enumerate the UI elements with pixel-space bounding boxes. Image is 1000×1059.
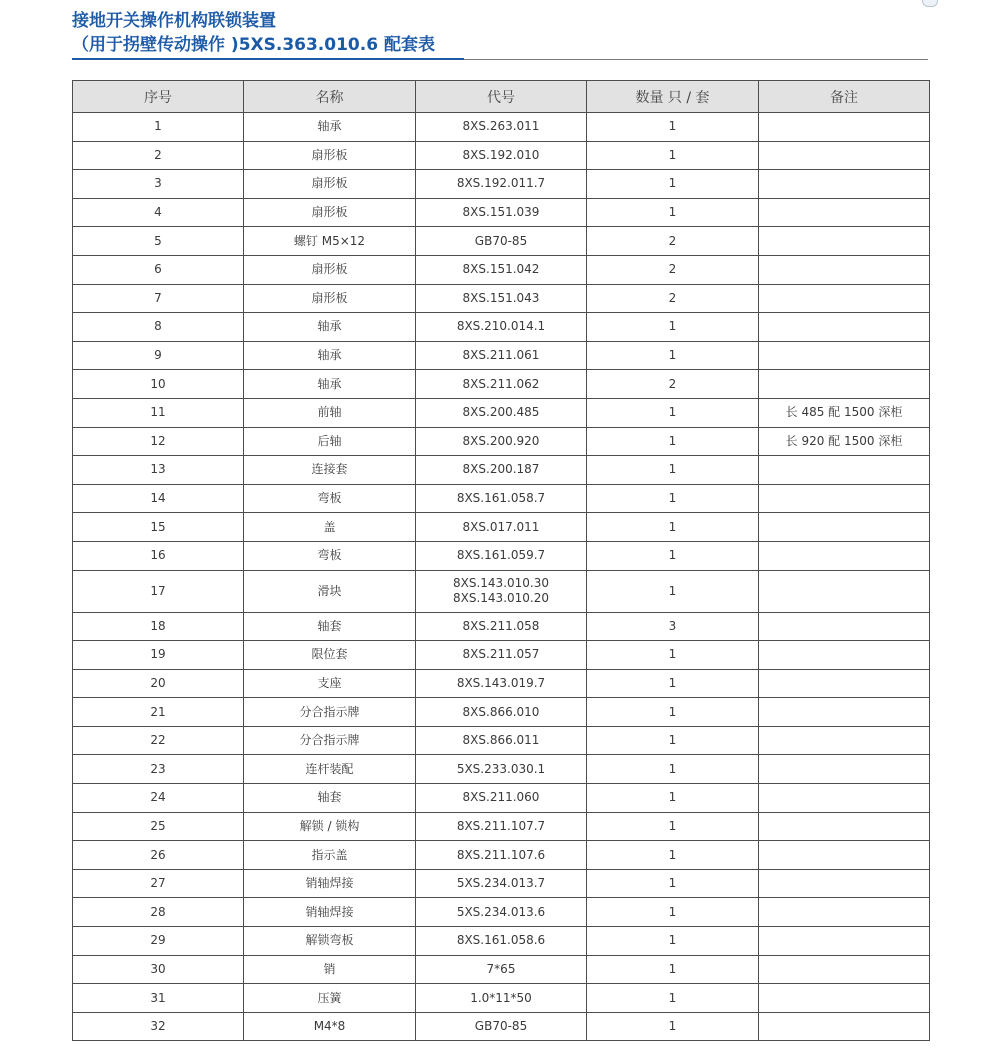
quantity-cell: 1 [587, 313, 759, 342]
table-row [73, 841, 930, 870]
part-name-cell: 扇形板 [244, 141, 416, 170]
table-row [73, 313, 930, 342]
remark-cell [759, 570, 930, 612]
part-code-cell [416, 484, 587, 513]
page-title: 接地开关操作机构联锁装置 [72, 11, 276, 31]
part-name-cell: 扇形板 [244, 170, 416, 199]
quantity-cell: 1 [587, 955, 759, 984]
quantity-cell: 1 [587, 427, 759, 456]
part-name-cell: 扇形板 [244, 198, 416, 227]
remark-cell [759, 812, 930, 841]
remark-cell [759, 984, 930, 1013]
quantity-cell: 1 [587, 641, 759, 670]
table-row [73, 170, 930, 199]
table-row [73, 398, 930, 427]
remark-cell [759, 1012, 930, 1041]
part-code-cell [416, 1012, 587, 1041]
row-number-cell: 10 [73, 370, 244, 399]
part-name-cell: 盖 [244, 513, 416, 542]
column-header-remark: 备注 [759, 81, 930, 113]
remark-cell [759, 612, 930, 641]
row-number-cell: 16 [73, 541, 244, 570]
quantity-cell: 1 [587, 1012, 759, 1041]
quantity-cell: 1 [587, 456, 759, 485]
part-name-cell: 连接套 [244, 456, 416, 485]
part-code: 7*65 [486, 961, 516, 976]
column-header-qty: 数量 只 / 套 [587, 81, 759, 113]
part-code: 8XS.143.019.7 [456, 675, 546, 690]
part-code: 8XS.143.010.30 [453, 576, 549, 590]
part-name-cell: 销 [244, 955, 416, 984]
row-number-cell: 2 [73, 141, 244, 170]
remark-cell [759, 927, 930, 956]
table-row [73, 955, 930, 984]
part-code: 8XS.211.057 [462, 647, 540, 662]
part-code: GB70-85 [474, 233, 528, 248]
quantity-cell: 1 [587, 113, 759, 142]
quantity-cell: 1 [587, 698, 759, 727]
part-code-cell [416, 198, 587, 227]
part-name-cell: 轴承 [244, 113, 416, 142]
part-code: 8XS.866.010 [462, 704, 540, 719]
part-name-cell: 支座 [244, 669, 416, 698]
part-code: 8XS.211.107.7 [456, 818, 546, 833]
row-number-cell: 11 [73, 398, 244, 427]
table-row [73, 427, 930, 456]
table-row [73, 141, 930, 170]
table-row [73, 255, 930, 284]
remark-cell [759, 341, 930, 370]
quantity-cell: 1 [587, 898, 759, 927]
part-name-cell: 后轴 [244, 427, 416, 456]
part-name-cell: 扇形板 [244, 255, 416, 284]
part-code: 8XS.151.039 [462, 205, 540, 220]
remark-cell [759, 955, 930, 984]
title-accent-bar [72, 58, 464, 60]
quantity-cell: 1 [587, 341, 759, 370]
row-number-cell: 31 [73, 984, 244, 1013]
row-number-cell: 26 [73, 841, 244, 870]
part-code-cell [416, 513, 587, 542]
part-code-cell [416, 284, 587, 313]
part-name-cell: 销轴焊接 [244, 869, 416, 898]
part-code-cell [416, 755, 587, 784]
part-code-cell [416, 641, 587, 670]
table-row [73, 869, 930, 898]
page-subtitle: （用于拐壁传动操作 )5XS.363.010.6 配套表 [72, 35, 435, 55]
remark-cell [759, 284, 930, 313]
table-row [73, 669, 930, 698]
table-row [73, 898, 930, 927]
row-number-cell: 3 [73, 170, 244, 199]
part-name-cell: 指示盖 [244, 841, 416, 870]
table-row [73, 1012, 930, 1041]
part-code-cell [416, 170, 587, 199]
part-name-cell: 轴套 [244, 612, 416, 641]
quantity-cell: 1 [587, 927, 759, 956]
quantity-cell: 1 [587, 484, 759, 513]
remark-cell [759, 898, 930, 927]
part-code-cell [416, 927, 587, 956]
remark-cell [759, 869, 930, 898]
part-code-cell [416, 141, 587, 170]
part-code-cell [416, 313, 587, 342]
remark-cell [759, 255, 930, 284]
quantity-cell: 2 [587, 255, 759, 284]
part-name-cell: 弯板 [244, 484, 416, 513]
part-code: 8XS.263.011 [462, 119, 540, 134]
remark-cell [759, 726, 930, 755]
table-row [73, 541, 930, 570]
quantity-cell: 1 [587, 669, 759, 698]
remark-cell: 长 485 配 1500 深柜 [759, 398, 930, 427]
part-code: 8XS.017.011 [462, 519, 540, 534]
quantity-cell: 1 [587, 784, 759, 813]
part-name-cell: 压簧 [244, 984, 416, 1013]
part-code: 5XS.233.030.1 [456, 761, 546, 776]
row-number-cell: 12 [73, 427, 244, 456]
remark-cell [759, 113, 930, 142]
row-number-cell: 25 [73, 812, 244, 841]
row-number-cell: 18 [73, 612, 244, 641]
part-code-cell [416, 726, 587, 755]
quantity-cell: 2 [587, 227, 759, 256]
row-number-cell: 23 [73, 755, 244, 784]
column-header-name: 名称 [244, 81, 416, 113]
quantity-cell: 1 [587, 841, 759, 870]
quantity-cell: 1 [587, 570, 759, 612]
part-name-cell: 扇形板 [244, 284, 416, 313]
quantity-cell: 1 [587, 398, 759, 427]
quantity-cell: 2 [587, 370, 759, 399]
remark-cell [759, 541, 930, 570]
row-number-cell: 28 [73, 898, 244, 927]
table-row [73, 284, 930, 313]
part-name-cell: 轴承 [244, 370, 416, 399]
part-code: 8XS.161.058.7 [456, 491, 546, 506]
part-name-cell: 轴承 [244, 341, 416, 370]
quantity-cell: 1 [587, 812, 759, 841]
remark-cell [759, 641, 930, 670]
part-code: 8XS.200.485 [462, 405, 540, 420]
part-code-cell [416, 427, 587, 456]
row-number-cell: 8 [73, 313, 244, 342]
part-code: 8XS.200.187 [462, 462, 540, 477]
document-header [72, 9, 928, 57]
row-number-cell: 30 [73, 955, 244, 984]
part-code-cell [416, 984, 587, 1013]
part-code-cell [416, 612, 587, 641]
row-number-cell: 15 [73, 513, 244, 542]
quantity-cell: 2 [587, 284, 759, 313]
part-code: 8XS.161.058.6 [456, 933, 546, 948]
row-number-cell: 5 [73, 227, 244, 256]
remark-cell [759, 841, 930, 870]
remark-cell [759, 513, 930, 542]
part-name-cell: 分合指示牌 [244, 698, 416, 727]
part-code-cell [416, 113, 587, 142]
part-code: 8XS.211.062 [462, 376, 540, 391]
remark-cell [759, 784, 930, 813]
part-code-cell [416, 898, 587, 927]
quantity-cell: 1 [587, 513, 759, 542]
part-code-cell [416, 456, 587, 485]
row-number-cell: 13 [73, 456, 244, 485]
part-code: 1.0*11*50 [470, 990, 532, 1005]
row-number-cell: 29 [73, 927, 244, 956]
row-number-cell: 7 [73, 284, 244, 313]
table-row [73, 456, 930, 485]
remark-cell [759, 170, 930, 199]
part-code-cell [416, 841, 587, 870]
remark-cell: 长 920 配 1500 深柜 [759, 427, 930, 456]
remark-cell [759, 484, 930, 513]
table-row [73, 984, 930, 1013]
remark-cell [759, 370, 930, 399]
row-number-cell: 20 [73, 669, 244, 698]
part-code: 8XS.161.059.7 [456, 548, 546, 563]
quantity-cell: 1 [587, 541, 759, 570]
row-number-cell: 19 [73, 641, 244, 670]
table-row [73, 484, 930, 513]
part-name-cell: 轴套 [244, 784, 416, 813]
table-row [73, 513, 930, 542]
table-row [73, 927, 930, 956]
row-number-cell: 9 [73, 341, 244, 370]
part-code: 8XS.211.107.6 [456, 847, 546, 862]
part-code: 8XS.211.058 [462, 618, 540, 633]
remark-cell [759, 227, 930, 256]
part-code-cell [416, 698, 587, 727]
row-number-cell: 22 [73, 726, 244, 755]
quantity-cell: 1 [587, 726, 759, 755]
column-header-code: 代号 [416, 81, 587, 113]
row-number-cell: 6 [73, 255, 244, 284]
table-row [73, 341, 930, 370]
quantity-cell: 1 [587, 755, 759, 784]
table-row [73, 784, 930, 813]
part-name-cell: 限位套 [244, 641, 416, 670]
row-number-cell: 17 [73, 570, 244, 612]
part-name-cell: 分合指示牌 [244, 726, 416, 755]
quantity-cell: 1 [587, 984, 759, 1013]
part-code-cell [416, 541, 587, 570]
part-code-cell [416, 669, 587, 698]
part-name-cell: 滑块 [244, 570, 416, 612]
part-name-cell: M4*8 [244, 1012, 416, 1041]
part-name-cell: 螺钉 M5×12 [244, 227, 416, 256]
row-number-cell: 14 [73, 484, 244, 513]
part-code: 8XS.210.014.1 [456, 319, 546, 334]
part-code: 8XS.200.920 [462, 433, 540, 448]
table-row [73, 726, 930, 755]
part-name-cell: 销轴焊接 [244, 898, 416, 927]
table-row [73, 612, 930, 641]
quantity-cell: 1 [587, 170, 759, 199]
quantity-cell: 1 [587, 141, 759, 170]
parts-table-header [73, 81, 930, 113]
row-number-cell: 21 [73, 698, 244, 727]
table-row [73, 698, 930, 727]
row-number-cell: 1 [73, 113, 244, 142]
part-code: 8XS.192.011.7 [456, 176, 546, 191]
part-code-cell [416, 398, 587, 427]
part-code: 8XS.192.010 [462, 147, 540, 162]
row-number-cell: 32 [73, 1012, 244, 1041]
table-row [73, 570, 930, 612]
column-header-no: 序号 [73, 81, 244, 113]
quantity-cell: 3 [587, 612, 759, 641]
parts-table-body [73, 113, 930, 1041]
part-code-cell [416, 370, 587, 399]
part-code: 8XS.151.042 [462, 262, 540, 277]
part-code: 8XS.143.010.20 [453, 591, 549, 605]
part-code: 5XS.234.013.6 [456, 904, 546, 919]
table-row [73, 227, 930, 256]
parts-table [72, 80, 930, 1041]
header-row [73, 81, 930, 113]
table-row [73, 198, 930, 227]
table-row [73, 113, 930, 142]
row-number-cell: 4 [73, 198, 244, 227]
table-row [73, 641, 930, 670]
part-name-cell: 解锁弯板 [244, 927, 416, 956]
part-code: 8XS.211.061 [462, 348, 540, 363]
row-number-cell: 24 [73, 784, 244, 813]
part-code: 5XS.234.013.7 [456, 876, 546, 891]
part-code-cell [416, 812, 587, 841]
part-code-cell [416, 570, 587, 612]
part-code-cell [416, 227, 587, 256]
quantity-cell: 1 [587, 869, 759, 898]
table-row [73, 755, 930, 784]
part-code: 8XS.211.060 [462, 790, 540, 805]
part-code-cell [416, 784, 587, 813]
remark-cell [759, 755, 930, 784]
corner-tab-decoration [922, 0, 938, 7]
remark-cell [759, 198, 930, 227]
row-number-cell: 27 [73, 869, 244, 898]
quantity-cell: 1 [587, 198, 759, 227]
part-name-cell: 轴承 [244, 313, 416, 342]
remark-cell [759, 698, 930, 727]
part-name-cell: 前轴 [244, 398, 416, 427]
remark-cell [759, 313, 930, 342]
part-name-cell: 弯板 [244, 541, 416, 570]
remark-cell [759, 456, 930, 485]
part-code-cell [416, 869, 587, 898]
part-name-cell: 连杆装配 [244, 755, 416, 784]
part-code-cell [416, 955, 587, 984]
remark-cell [759, 669, 930, 698]
part-code-cell [416, 341, 587, 370]
part-name-cell: 解锁 / 锁构 [244, 812, 416, 841]
part-code: 8XS.151.043 [462, 290, 540, 305]
part-code-cell [416, 255, 587, 284]
table-row [73, 370, 930, 399]
part-code: GB70-85 [474, 1019, 528, 1034]
remark-cell [759, 141, 930, 170]
table-row [73, 812, 930, 841]
part-code: 8XS.866.011 [462, 733, 540, 748]
